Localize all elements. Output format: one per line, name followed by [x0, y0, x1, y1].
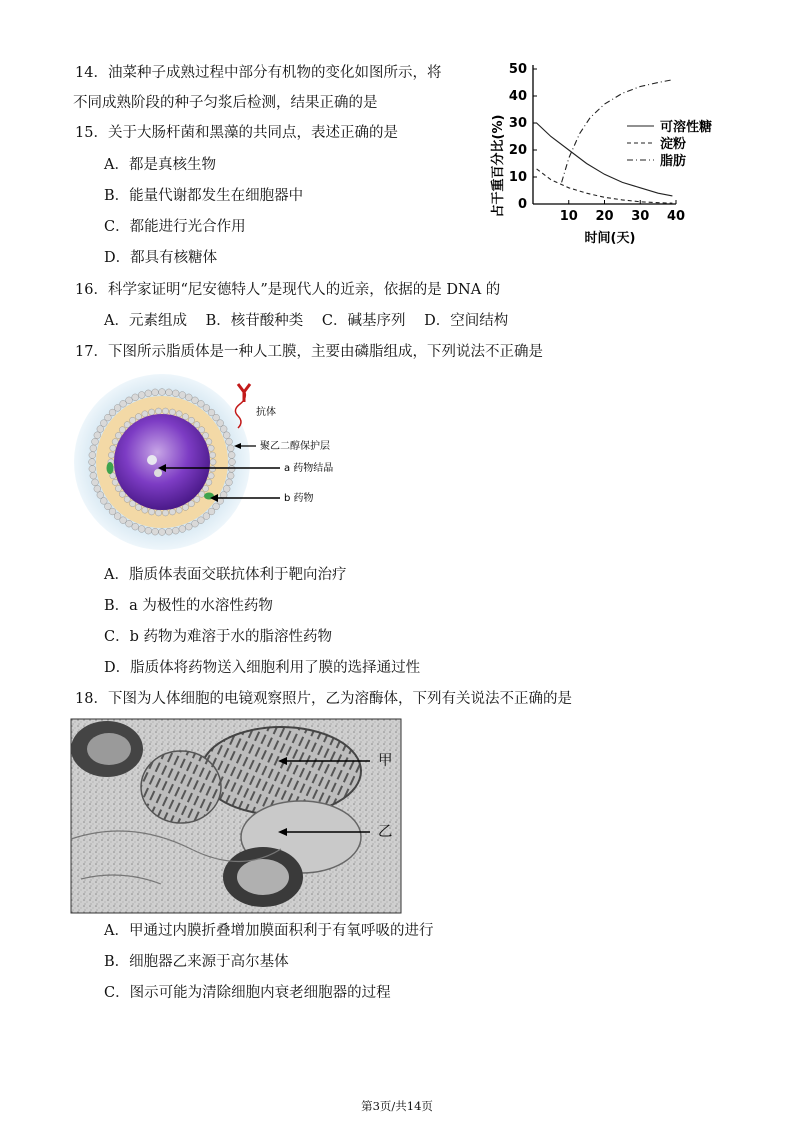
phospholipid-head: [152, 528, 159, 535]
phospholipid-head: [97, 426, 104, 433]
phospholipid-head: [90, 445, 97, 452]
phospholipid-head: [94, 485, 101, 492]
chart-xtick-label: 10: [559, 209, 578, 224]
phospholipid-head: [90, 472, 97, 479]
label-jia: 甲: [378, 753, 393, 769]
chart-legend-label: 脂肪: [660, 154, 687, 169]
q17-option-c: C．b 药物为难溶于水的脂溶性药物: [104, 629, 332, 645]
phospholipid-head: [94, 432, 101, 439]
phospholipid-head: [208, 445, 214, 451]
chart-xtick-label: 30: [631, 209, 650, 224]
q16-options: [104, 311, 522, 331]
phospholipid-head: [120, 400, 127, 407]
phospholipid-head: [115, 485, 121, 491]
phospholipid-head: [206, 479, 212, 485]
phospholipid-head: [89, 466, 96, 473]
phospholipid-head: [135, 414, 141, 420]
phospholipid-head: [217, 420, 224, 427]
label-yi: 乙: [378, 824, 393, 840]
drug-crystal-a2: [154, 469, 162, 477]
chart-ytick-label: 10: [508, 170, 527, 185]
phospholipid-head: [203, 485, 209, 491]
phospholipid-head: [126, 520, 133, 527]
phospholipid-head: [100, 498, 107, 505]
phospholipid-head: [192, 520, 199, 527]
q18-option-a: A．甲通过内膜折叠增加膜面积利于有氧呼吸的进行: [104, 923, 434, 939]
phospholipid-head: [169, 509, 175, 515]
phospholipid-head: [130, 501, 136, 507]
q16-stem: 16．科学家证明“尼安德特人”是现代人的近亲，依据的是 DNA 的: [75, 282, 501, 298]
phospholipid-head: [142, 411, 148, 417]
phospholipid-head: [130, 417, 136, 423]
chart-ytick-label: 50: [508, 62, 527, 77]
q17-option-a: A．脂质体表面交联抗体利于靶向治疗: [104, 567, 347, 583]
label-antibody: 抗体: [256, 407, 276, 418]
phospholipid-head: [203, 432, 209, 438]
drug-b-left: [107, 462, 114, 474]
phospholipid-head: [188, 501, 194, 507]
phospholipid-head: [208, 473, 214, 479]
phospholipid-head: [229, 459, 236, 466]
phospholipid-head: [126, 397, 133, 404]
phospholipid-head: [228, 466, 235, 473]
phospholipid-head: [198, 517, 205, 524]
phospholipid-head: [227, 472, 234, 479]
phospholipid-head: [115, 432, 121, 438]
chart-ytick-label: 30: [508, 116, 527, 131]
q14-stem-line1: 14．油菜种子成熟过程中部分有机物的变化如图所示，将: [75, 65, 442, 81]
chart-xtick-label: 40: [666, 209, 686, 224]
chart-ytick-label: 40: [508, 89, 527, 104]
phospholipid-head: [112, 479, 118, 485]
q15-option-a: A．都是真核生物: [104, 157, 216, 173]
mitochondrion-left: [141, 751, 221, 823]
phospholipid-head: [132, 394, 139, 401]
chart-series-line: [537, 123, 673, 196]
phospholipid-head: [185, 523, 192, 530]
label-drug-b: b 药物: [284, 493, 314, 504]
phospholipid-head: [138, 526, 145, 533]
aqueous-core: [114, 414, 210, 510]
phospholipid-head: [155, 510, 161, 516]
phospholipid-head: [185, 394, 192, 401]
q14-line-chart: [480, 58, 713, 250]
q18-stem: 18．下图为人体细胞的电镜观察照片，乙为溶酶体，下列有关说法不正确的是: [75, 691, 572, 707]
phospholipid-head: [149, 509, 155, 515]
q18-option-b: B．细胞器乙来源于高尔基体: [104, 954, 289, 970]
phospholipid-head: [110, 445, 116, 451]
phospholipid-head: [176, 507, 182, 513]
phospholipid-head: [172, 390, 179, 397]
phospholipid-head: [188, 417, 194, 423]
phospholipid-head: [112, 439, 118, 445]
phospholipid-head: [228, 452, 235, 459]
phospholipid-head: [162, 408, 168, 414]
chart-ylabel: 占干重百分比(%): [491, 114, 506, 218]
liposome-figure: [70, 376, 400, 556]
phospholipid-head: [176, 411, 182, 417]
phospholipid-head: [166, 528, 173, 535]
phospholipid-head: [159, 529, 166, 536]
phospholipid-head: [192, 397, 199, 404]
q16-option-d: D．空间结构: [424, 313, 509, 329]
phospholipid-head: [135, 504, 141, 510]
phospholipid-head: [162, 510, 168, 516]
phospholipid-head: [223, 485, 230, 492]
chart-legend-label: 可溶性糖: [660, 120, 713, 135]
chart-legend-label: 淀粉: [660, 137, 687, 152]
phospholipid-head: [138, 392, 145, 399]
q16-option-c: C．碱基序列: [321, 313, 406, 329]
label-peg: 聚乙二醇保护层: [260, 441, 330, 452]
phospholipid-head: [145, 527, 152, 534]
phospholipid-head: [132, 523, 139, 530]
phospholipid-head: [108, 452, 114, 458]
phospholipid-head: [182, 504, 188, 510]
chart-xtick-label: 20: [595, 209, 614, 224]
q15-option-d: D．都具有核糖体: [104, 250, 218, 266]
q18-option-c: C．图示可能为清除细胞内衰老细胞器的过程: [104, 985, 391, 1001]
phospholipid-head: [142, 507, 148, 513]
q15-stem: 15．关于大肠杆菌和黑藻的共同点，表述正确的是: [75, 125, 398, 141]
phospholipid-head: [89, 459, 96, 466]
phospholipid-head: [206, 439, 212, 445]
phospholipid-head: [182, 414, 188, 420]
page-footer: 第3页/共14页: [361, 1099, 433, 1113]
phospholipid-head: [210, 459, 216, 465]
chart-ytick-label: 0: [517, 197, 527, 212]
q17-stem: 17．下图所示脂质体是一种人工膜，主要由磷脂组成，下列说法不正确是: [75, 344, 543, 360]
phospholipid-head: [152, 389, 159, 396]
phospholipid-head: [145, 390, 152, 397]
q17-option-d: D．脂质体将药物送入细胞利用了膜的选择通过性: [104, 660, 421, 676]
label-drug-a: a 药物结晶: [284, 463, 334, 474]
phospholipid-head: [92, 479, 99, 486]
phospholipid-head: [92, 438, 99, 445]
phospholipid-head: [227, 445, 234, 452]
phospholipid-head: [226, 438, 233, 445]
phospholipid-head: [149, 409, 155, 415]
phospholipid-head: [226, 479, 233, 486]
q15-option-c: C．都能进行光合作用: [104, 219, 246, 235]
phospholipid-head: [220, 426, 227, 433]
phospholipid-head: [179, 392, 186, 399]
drug-crystal-a: [147, 455, 157, 465]
q15-option-b: B．能量代谢都发生在细胞器中: [104, 188, 304, 204]
chart-xlabel: 时间(天): [584, 231, 636, 246]
antibody-icon: [238, 384, 250, 402]
phospholipid-head: [209, 466, 215, 472]
chart-series-line: [562, 80, 673, 183]
q16-option-b: B．核苷酸种类: [205, 313, 304, 329]
phospholipid-head: [89, 452, 96, 459]
phospholipid-head: [172, 527, 179, 534]
q17-option-b: B．a 为极性的水溶性药物: [104, 598, 273, 614]
phospholipid-head: [223, 432, 230, 439]
phospholipid-head: [169, 409, 175, 415]
phospholipid-head: [159, 389, 166, 396]
q16-option-a: A．元素组成: [104, 313, 187, 329]
chart-ytick-label: 20: [508, 143, 527, 158]
phospholipid-head: [155, 408, 161, 414]
phospholipid-head: [179, 526, 186, 533]
q14-stem-line2: 不同成熟阶段的种子匀浆后检测，结果正确的是: [73, 95, 378, 111]
phospholipid-head: [166, 389, 173, 396]
phospholipid-head: [97, 492, 104, 499]
phospholipid-head: [209, 452, 215, 458]
